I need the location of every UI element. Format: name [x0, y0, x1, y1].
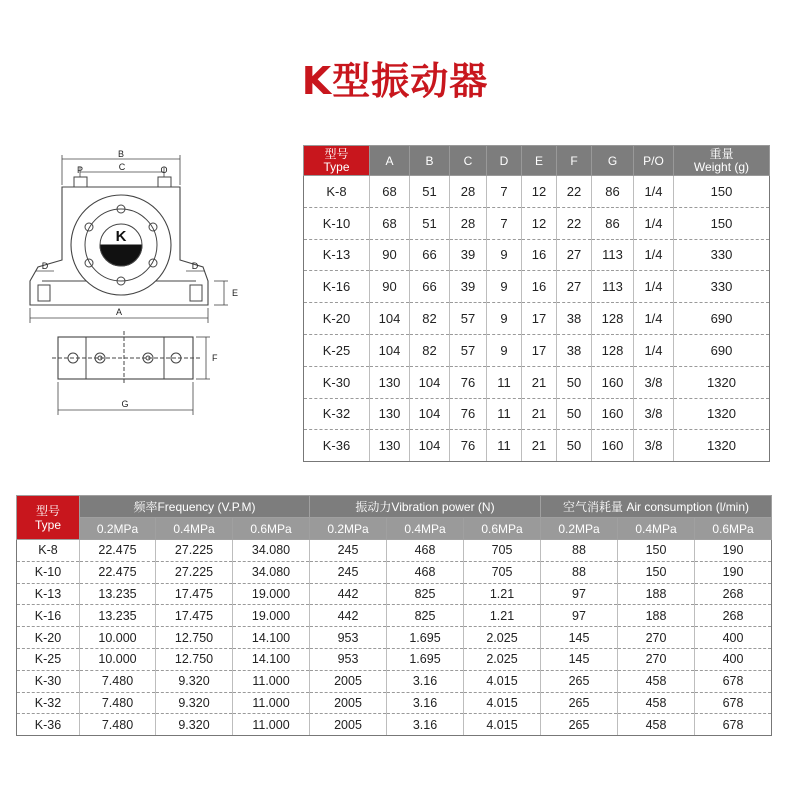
table-cell: 150 — [674, 176, 770, 208]
model-cell: K-10 — [17, 561, 80, 583]
table-cell: 3/8 — [634, 430, 674, 462]
table-row — [304, 239, 770, 271]
table-cell: 1.695 — [387, 627, 464, 649]
model-cell: K-13 — [304, 239, 370, 271]
table-cell: 190 — [695, 561, 772, 583]
table-cell: 104 — [410, 366, 450, 398]
table-cell: 1/4 — [634, 303, 674, 335]
table-cell: 14.100 — [233, 648, 310, 670]
type-header-en: Type — [323, 159, 350, 174]
table-cell: 4.015 — [464, 692, 541, 714]
table-cell: 128 — [592, 303, 634, 335]
table-cell: 678 — [695, 692, 772, 714]
table-cell: 22.475 — [80, 540, 156, 562]
table-cell: 27.225 — [156, 540, 233, 562]
table-cell: 17.475 — [156, 605, 233, 627]
table-cell: 19.000 — [233, 605, 310, 627]
table-row — [17, 561, 772, 583]
table-cell: 7.480 — [80, 714, 156, 736]
table-cell: 2005 — [310, 670, 387, 692]
table-cell: 160 — [592, 366, 634, 398]
col-header: F — [557, 146, 592, 176]
table-cell: 953 — [310, 648, 387, 670]
table-cell: 9.320 — [156, 670, 233, 692]
table-cell: 82 — [410, 303, 450, 335]
table-cell: 27 — [557, 271, 592, 303]
table-cell: 268 — [695, 583, 772, 605]
col-header: B — [410, 146, 450, 176]
col-header: A — [370, 146, 410, 176]
table-row — [17, 670, 772, 692]
table-row — [304, 334, 770, 366]
table-cell: 458 — [618, 692, 695, 714]
performance-table — [16, 495, 772, 736]
technical-drawing — [18, 145, 268, 435]
dim-label-a: A — [115, 307, 123, 317]
dim-label-b: B — [117, 149, 125, 159]
table-cell: 86 — [592, 176, 634, 208]
pressure-header: 0.6MPa — [233, 518, 310, 540]
col-header: P/O — [634, 146, 674, 176]
dim-label-o: O — [160, 165, 168, 175]
table-cell: 7 — [487, 176, 522, 208]
table-cell: 150 — [618, 561, 695, 583]
model-cell: K-25 — [17, 648, 80, 670]
table-cell: 270 — [618, 627, 695, 649]
table-row — [304, 366, 770, 398]
table-cell: 245 — [310, 540, 387, 562]
dim-label-d-left: D — [41, 261, 49, 271]
table-cell: 14.100 — [233, 627, 310, 649]
col-header: E — [522, 146, 557, 176]
table-cell: 160 — [592, 430, 634, 462]
table-cell: 468 — [387, 561, 464, 583]
table-cell: 270 — [618, 648, 695, 670]
table-cell: 265 — [541, 692, 618, 714]
table-cell: 330 — [674, 271, 770, 303]
type-header-cn: 型号 — [35, 503, 60, 518]
dim-label-e: E — [232, 288, 239, 298]
table-cell: 21 — [522, 430, 557, 462]
table-cell: 86 — [592, 207, 634, 239]
model-cell: K-20 — [304, 303, 370, 335]
table-row — [304, 176, 770, 208]
table-cell: 9.320 — [156, 714, 233, 736]
table-cell: 1.695 — [387, 648, 464, 670]
type-header — [304, 146, 370, 176]
table-cell: 2.025 — [464, 627, 541, 649]
table-cell: 17 — [522, 334, 557, 366]
table-cell: 1/4 — [634, 239, 674, 271]
table-cell: 113 — [592, 271, 634, 303]
model-cell: K-16 — [17, 605, 80, 627]
table-cell: 11 — [487, 430, 522, 462]
table-row — [304, 303, 770, 335]
table-row — [17, 648, 772, 670]
table-cell: 16 — [522, 271, 557, 303]
table-row — [304, 207, 770, 239]
dim-label-c: C — [118, 162, 126, 172]
model-cell: K-30 — [17, 670, 80, 692]
table-cell: 9 — [487, 334, 522, 366]
table-cell: 3.16 — [387, 714, 464, 736]
table-cell: 22 — [557, 176, 592, 208]
model-cell: K-25 — [304, 334, 370, 366]
model-cell: K-16 — [304, 271, 370, 303]
group-header-air-consumption: 空气消耗量 Air consumption (l/min) — [541, 496, 772, 518]
model-cell: K-8 — [17, 540, 80, 562]
dim-label-g: G — [121, 399, 129, 409]
col-header: C — [450, 146, 487, 176]
weight-header-en: Weight (g) — [693, 159, 750, 174]
table-cell: 1320 — [674, 430, 770, 462]
table-cell: 39 — [450, 239, 487, 271]
table-row — [17, 540, 772, 562]
table-cell: 12 — [522, 207, 557, 239]
dim-label-d-right: D — [191, 261, 199, 271]
table-cell: 17.475 — [156, 583, 233, 605]
pressure-header: 0.6MPa — [464, 518, 541, 540]
table-cell: 265 — [541, 670, 618, 692]
table-cell: 1.21 — [464, 583, 541, 605]
table-cell: 76 — [450, 366, 487, 398]
table-cell: 690 — [674, 334, 770, 366]
pressure-header: 0.6MPa — [695, 518, 772, 540]
table-cell: 678 — [695, 670, 772, 692]
table-cell: 113 — [592, 239, 634, 271]
table-cell: 150 — [618, 540, 695, 562]
table-cell: 11.000 — [233, 692, 310, 714]
table-cell: 104 — [370, 334, 410, 366]
table-cell: 22.475 — [80, 561, 156, 583]
table-cell: 21 — [522, 398, 557, 430]
table-cell: 104 — [410, 398, 450, 430]
dimension-table — [303, 145, 770, 462]
table-cell: 245 — [310, 561, 387, 583]
page-title: K型振动器 — [301, 59, 489, 103]
table-cell: 4.015 — [464, 714, 541, 736]
table-cell: 145 — [541, 627, 618, 649]
col-header: D — [487, 146, 522, 176]
table-cell: 10.000 — [80, 648, 156, 670]
table-cell: 128 — [592, 334, 634, 366]
table-cell: 150 — [674, 207, 770, 239]
table-cell: 7.480 — [80, 670, 156, 692]
table-cell: 57 — [450, 303, 487, 335]
table-row — [304, 271, 770, 303]
table-cell: 7 — [487, 207, 522, 239]
model-cell: K-8 — [304, 176, 370, 208]
table-cell: 1/4 — [634, 207, 674, 239]
table-cell: 442 — [310, 605, 387, 627]
table-cell: 28 — [450, 176, 487, 208]
table-cell: 12.750 — [156, 627, 233, 649]
table-cell: 1320 — [674, 398, 770, 430]
table-cell: 4.015 — [464, 670, 541, 692]
group-header-vibration-power: 振动力Vibration power (N) — [310, 496, 541, 518]
table-cell: 2005 — [310, 692, 387, 714]
table-cell: 38 — [557, 303, 592, 335]
table-cell: 11.000 — [233, 714, 310, 736]
table-row — [304, 398, 770, 430]
table-cell: 3/8 — [634, 366, 674, 398]
table-cell: 188 — [618, 605, 695, 627]
table-cell: 690 — [674, 303, 770, 335]
table-cell: 458 — [618, 714, 695, 736]
table-cell: 3/8 — [634, 398, 674, 430]
table-cell: 7.480 — [80, 692, 156, 714]
type-header-en: Type — [34, 517, 61, 532]
model-cell: K-10 — [304, 207, 370, 239]
table-cell: 9 — [487, 271, 522, 303]
table-row — [17, 605, 772, 627]
table-cell: 458 — [618, 670, 695, 692]
k-logo: K — [115, 228, 127, 245]
table-row — [17, 583, 772, 605]
table-cell: 90 — [370, 271, 410, 303]
table-cell: 88 — [541, 561, 618, 583]
dim-label-p: P — [76, 165, 84, 175]
weight-header — [674, 146, 770, 176]
table-cell: 3.16 — [387, 692, 464, 714]
type-header-cn: 型号 — [324, 146, 349, 161]
table-cell: 1/4 — [634, 271, 674, 303]
table-cell: 11 — [487, 398, 522, 430]
weight-header-cn: 重量 — [709, 146, 734, 161]
table-cell: 825 — [387, 605, 464, 627]
table-cell: 66 — [410, 271, 450, 303]
table-cell: 82 — [410, 334, 450, 366]
pressure-header: 0.2MPa — [541, 518, 618, 540]
pressure-header: 0.2MPa — [310, 518, 387, 540]
table-cell: 68 — [370, 207, 410, 239]
table-cell: 188 — [618, 583, 695, 605]
table-cell: 51 — [410, 176, 450, 208]
table-cell: 16 — [522, 239, 557, 271]
model-cell: K-32 — [17, 692, 80, 714]
table-row — [17, 627, 772, 649]
table-cell: 11.000 — [233, 670, 310, 692]
table-cell: 104 — [370, 303, 410, 335]
table-cell: 130 — [370, 366, 410, 398]
table-row — [17, 692, 772, 714]
table-row — [304, 430, 770, 462]
table-cell: 330 — [674, 239, 770, 271]
table-cell: 38 — [557, 334, 592, 366]
table-row — [17, 714, 772, 736]
col-header: G — [592, 146, 634, 176]
group-header-frequency: 频率Frequency (V.P.M) — [80, 496, 310, 518]
type-header — [17, 496, 80, 540]
table-cell: 13.235 — [80, 605, 156, 627]
dim-label-f: F — [212, 353, 218, 363]
table-cell: 265 — [541, 714, 618, 736]
table-cell: 21 — [522, 366, 557, 398]
pressure-header: 0.2MPa — [80, 518, 156, 540]
model-cell: K-13 — [17, 583, 80, 605]
table-cell: 50 — [557, 430, 592, 462]
table-cell: 90 — [370, 239, 410, 271]
table-cell: 97 — [541, 583, 618, 605]
table-cell: 34.080 — [233, 540, 310, 562]
table-cell: 705 — [464, 540, 541, 562]
table-cell: 2005 — [310, 714, 387, 736]
table-cell: 22 — [557, 207, 592, 239]
table-cell: 50 — [557, 366, 592, 398]
table-cell: 50 — [557, 398, 592, 430]
table-cell: 17 — [522, 303, 557, 335]
table-cell: 468 — [387, 540, 464, 562]
table-cell: 3.16 — [387, 670, 464, 692]
table-cell: 12 — [522, 176, 557, 208]
table-cell: 442 — [310, 583, 387, 605]
table-cell: 34.080 — [233, 561, 310, 583]
table-cell: 51 — [410, 207, 450, 239]
model-cell: K-30 — [304, 366, 370, 398]
table-cell: 190 — [695, 540, 772, 562]
table-cell: 130 — [370, 430, 410, 462]
table-cell: 68 — [370, 176, 410, 208]
table-cell: 953 — [310, 627, 387, 649]
table-cell: 19.000 — [233, 583, 310, 605]
pressure-header: 0.4MPa — [618, 518, 695, 540]
table-cell: 160 — [592, 398, 634, 430]
table-cell: 1320 — [674, 366, 770, 398]
table-cell: 97 — [541, 605, 618, 627]
table-cell: 400 — [695, 648, 772, 670]
table-cell: 13.235 — [80, 583, 156, 605]
table-cell: 88 — [541, 540, 618, 562]
pressure-header: 0.4MPa — [156, 518, 233, 540]
table-cell: 66 — [410, 239, 450, 271]
table-cell: 705 — [464, 561, 541, 583]
table-cell: 27 — [557, 239, 592, 271]
table-cell: 57 — [450, 334, 487, 366]
table-cell: 104 — [410, 430, 450, 462]
pressure-header: 0.4MPa — [387, 518, 464, 540]
table-cell: 145 — [541, 648, 618, 670]
table-cell: 39 — [450, 271, 487, 303]
table-cell: 76 — [450, 430, 487, 462]
table-cell: 1.21 — [464, 605, 541, 627]
model-cell: K-20 — [17, 627, 80, 649]
table-cell: 12.750 — [156, 648, 233, 670]
table-cell: 825 — [387, 583, 464, 605]
table-cell: 9 — [487, 303, 522, 335]
table-cell: 130 — [370, 398, 410, 430]
table-cell: 678 — [695, 714, 772, 736]
table-cell: 400 — [695, 627, 772, 649]
table-cell: 268 — [695, 605, 772, 627]
table-cell: 1/4 — [634, 334, 674, 366]
table-cell: 76 — [450, 398, 487, 430]
model-cell: K-36 — [17, 714, 80, 736]
table-cell: 9 — [487, 239, 522, 271]
table-cell: 2.025 — [464, 648, 541, 670]
table-cell: 10.000 — [80, 627, 156, 649]
table-cell: 28 — [450, 207, 487, 239]
model-cell: K-36 — [304, 430, 370, 462]
table-cell: 1/4 — [634, 176, 674, 208]
table-cell: 27.225 — [156, 561, 233, 583]
model-cell: K-32 — [304, 398, 370, 430]
table-cell: 11 — [487, 366, 522, 398]
table-cell: 9.320 — [156, 692, 233, 714]
